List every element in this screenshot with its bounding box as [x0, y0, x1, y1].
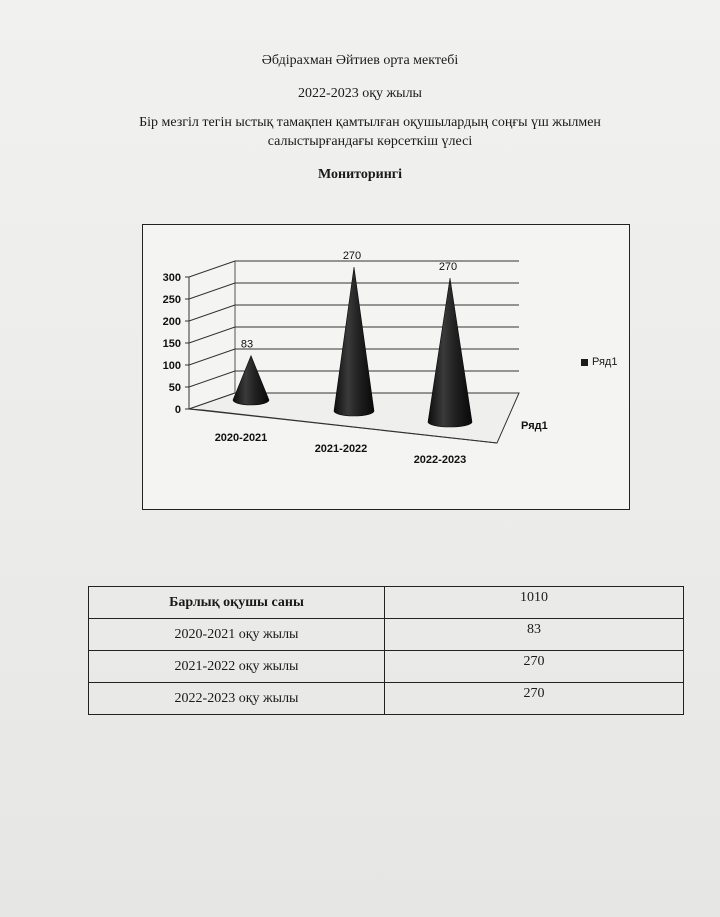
gridline-side — [189, 371, 235, 387]
legend-swatch — [581, 359, 588, 366]
row-value: 83 — [385, 619, 684, 651]
y-tick-label: 300 — [162, 272, 181, 284]
cone-chart — [142, 224, 630, 510]
gridline-side — [189, 305, 235, 321]
row-value: 270 — [385, 683, 684, 715]
cone-bar — [334, 267, 374, 416]
y-tick-label: 0 — [174, 404, 181, 416]
gridline-side — [189, 349, 235, 365]
y-tick-label: 150 — [162, 338, 181, 350]
data-label: 270 — [342, 250, 362, 262]
y-tick-label: 250 — [162, 294, 181, 306]
chart-legend — [581, 356, 617, 368]
row-value: 1010 — [385, 587, 684, 619]
data-label: 83 — [240, 338, 254, 351]
x-tick-label: 2022-2023 — [413, 454, 467, 466]
academic-year: 2022-2023 оқу жылы — [298, 86, 422, 101]
table-row — [89, 683, 684, 715]
school-name: Әбдірахман Әйтиев орта мектебі — [261, 53, 459, 68]
gridline-side — [189, 327, 235, 343]
table-row — [89, 619, 684, 651]
cone-bar — [233, 356, 269, 405]
y-tick-label: 50 — [168, 382, 181, 394]
row-label: 2020-2021 оқу жылы — [89, 619, 385, 651]
table-row — [89, 651, 684, 683]
row-value: 270 — [385, 651, 684, 683]
cone-bar — [428, 278, 472, 427]
document-title: Бір мезгіл тегін ыстық тамақпен қамтылған оқушылардың соңғы үш жылмен салыстырғандағы көрсеткіш үлесі — [139, 115, 601, 149]
x-tick-label: 2021-2022 — [314, 443, 368, 455]
document-subtitle: Мониторингі — [317, 167, 403, 182]
gridline-side — [189, 261, 235, 277]
summary-table — [88, 586, 684, 715]
x-tick-label: 2020-2021 — [214, 432, 268, 444]
gridline-side — [189, 283, 235, 299]
y-tick-label: 200 — [162, 316, 181, 328]
legend-label: Ряд1 — [592, 356, 618, 368]
row-label: 2021-2022 оқу жылы — [89, 651, 385, 683]
table-header-row — [89, 587, 684, 619]
depth-axis-label: Ряд1 — [521, 420, 548, 432]
row-label: Барлық оқушы саны — [89, 587, 385, 619]
y-tick-label: 100 — [162, 360, 181, 372]
data-label: 270 — [438, 261, 458, 273]
chart-canvas — [143, 225, 629, 509]
row-label: 2022-2023 оқу жылы — [89, 683, 385, 715]
